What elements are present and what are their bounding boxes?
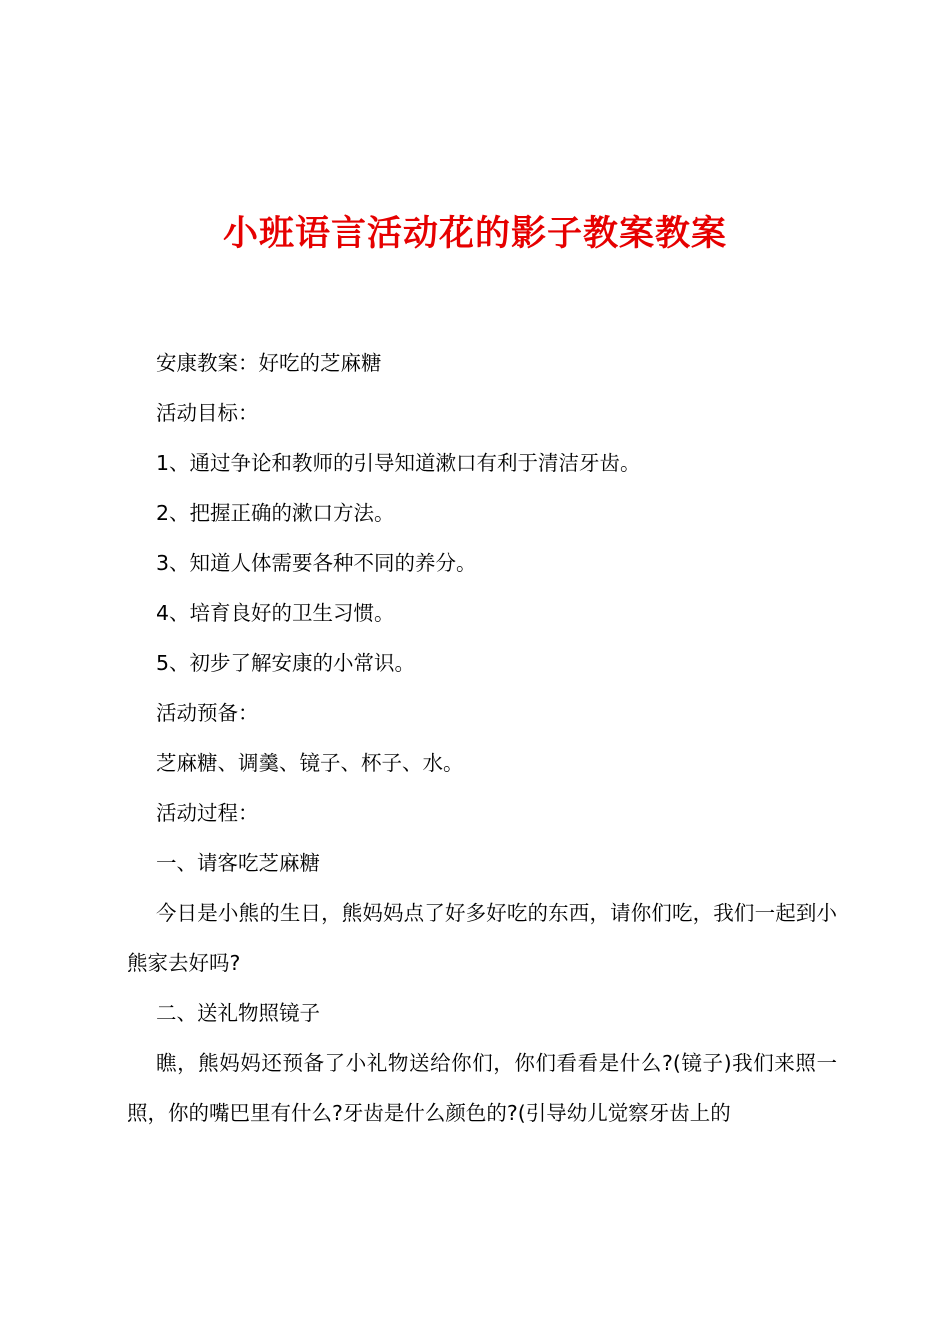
paragraph-step-1-heading: 一、请客吃芝麻糖 (156, 851, 320, 875)
paragraph-goal-2: 2、把握正确的漱口方法。 (156, 501, 395, 525)
paragraph-preparation-heading: 活动预备： (156, 701, 259, 725)
paragraph-goals-heading: 活动目标： (156, 401, 259, 425)
paragraph-step-2-heading: 二、送礼物照镜子 (156, 1001, 320, 1025)
paragraph-health-plan: 安康教案：好吃的芝麻糖 (156, 351, 382, 375)
paragraph-goal-5: 5、初步了解安康的小常识。 (156, 651, 416, 675)
paragraph-process-heading: 活动过程： (156, 801, 259, 825)
paragraph-goal-1: 1、通过争论和教师的引导知道漱口有利于清洁牙齿。 (156, 451, 641, 475)
paragraph-step-1-text: 今日是小熊的生日，熊妈妈点了好多好吃的东西，请你们吃，我们一起到小熊家去好吗? (127, 901, 837, 975)
paragraph-goal-4: 4、培育良好的卫生习惯。 (156, 601, 395, 625)
paragraph-step-2-text: 瞧，熊妈妈还预备了小礼物送给你们，你们看看是什么?(镜子)我们来照一照，你的嘴巴里有什么?牙齿是什么颜色的?(引导幼儿觉察牙齿上的 (127, 1051, 837, 1125)
document-body (127, 338, 837, 1138)
paragraph-goal-3: 3、知道人体需要各种不同的养分。 (156, 551, 477, 575)
paragraph-preparation-items: 芝麻糖、调羹、镜子、杯子、水。 (156, 751, 464, 775)
document-title: 小班语言活动花的影子教案教案 (222, 213, 727, 254)
